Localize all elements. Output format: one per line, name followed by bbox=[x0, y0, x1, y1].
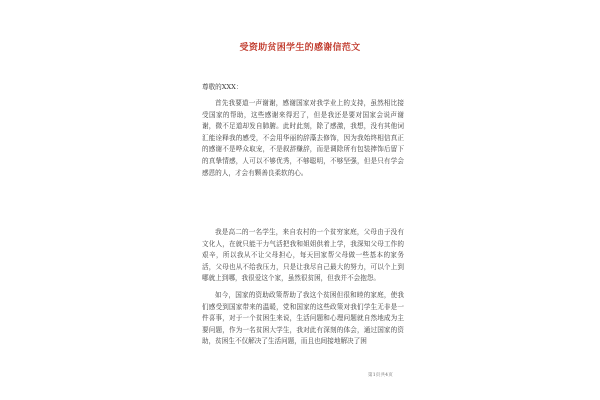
page-number-footer: 第1页共4页 bbox=[368, 373, 393, 378]
paragraph-3: 如今，国家的资助政策帮助了我这个贫困但很和睦的家庭，使我们感受到国家带来的温暖，党和国家的这些政策对我们学生无非是一件喜事，对于一个贫困生来说，生活问题和心理问题就自然地成为主要问题，作为一名贫困大学生，我对此有深刻的体会，通过国家的资助，贫困生不仅解决了生活问题，而且也间接地解决了困 bbox=[202, 291, 404, 346]
document-title: 受资助贫困学生的感谢信范文 bbox=[239, 43, 361, 53]
salutation: 尊敬的XXX： bbox=[202, 83, 243, 91]
paragraph-2: 我是高二的一名学生，来自农村的一个贫穷家庭，父母由于没有文化人，在就只能干力气活把我和姐姐供着上学，我深知父母工作的艰辛，所以我从不让父母担心，每天回家帮父母做一些基本的家务活，父母也从不给我压力，只是让我尽自己最大的努力，可以个上到哪就上到哪，我很爱这个家，虽然很贫困，但我并不会抱怨。 bbox=[202, 228, 404, 283]
paragraph-1: 首先我要道一声谢谢，感谢国家对我学业上的支持，虽然相比接受国家的帮助，这些感谢来得迟了，但是我还是要对国家会说声谢谢，微不足道却发自肺腑。此时此刻，除了感激，我想，没有其他词汇能诠释我的感受，不会用华丽的辞藻去修饰，因为我始终相信真正的感谢不是哗众取宠，不是叙辞赚辞，而是调除所有包装捧饰后留下的真挚情感，人可以不够优秀，不够聪明，不够坚强，但是只有学会感恩的人，才会有颗善良柔软的心。 bbox=[202, 99, 404, 177]
